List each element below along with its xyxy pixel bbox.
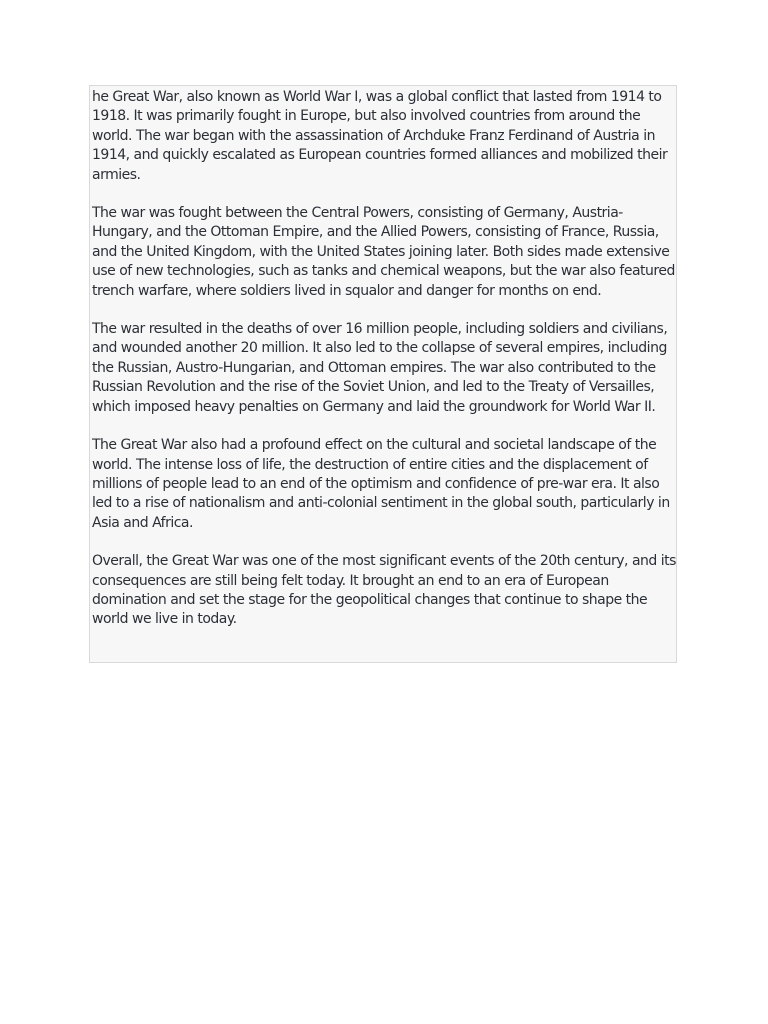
paragraph-1: he Great War, also known as World War I, was a global conflict that lasted from 1914 to 1918. It was primarily fought in Europe, but also involved countries from around the world. The war began with the assassination of Archduke Franz Ferdinand of Austria in 1914, and quickly escalated as European countries formed alliances and mobilized their armies. xyxy=(92,89,668,183)
text-block xyxy=(89,85,677,663)
paragraph-4: The Great War also had a profound effect on the cultural and societal landscape of the world. The intense loss of life, the destruction of entire cities and the displacement of millions of people lead to an end of the optimism and confidence of pre-war era. It also led to a rise of nationalism and anti-colonial sentiment in the global south, particularly in Asia and Africa. xyxy=(92,437,670,531)
paragraph-3: The war resulted in the deaths of over 16 million people, including soldiers and civilians, and wounded another 20 million. It also led to the collapse of several empires, including the Russian, Austro-Hungarian, and Ottoman empires. The war also contributed to the Russian Revolution and the rise of the Soviet Union, and led to the Treaty of Versailles, which imposed heavy penalties on Germany and laid the groundwork for World War II. xyxy=(92,321,668,415)
paragraph-2: The war was fought between the Central Powers, consisting of Germany, Austria-Hungary, and the Ottoman Empire, and the Allied Powers, consisting of France, Russia, and the United Kingdom, with the United States joining later. Both sides made extensive use of new technologies, such as tanks and chemical weapons, but the war also featured trench warfare, where soldiers lived in squalor and danger for months on end. xyxy=(92,205,675,299)
paragraph-5: Overall, the Great War was one of the most significant events of the 20th century, and its consequences are still being felt today. It brought an end to an era of European domination and set the stage for the geopolitical changes that continue to shape the world we live in today. xyxy=(92,553,676,628)
